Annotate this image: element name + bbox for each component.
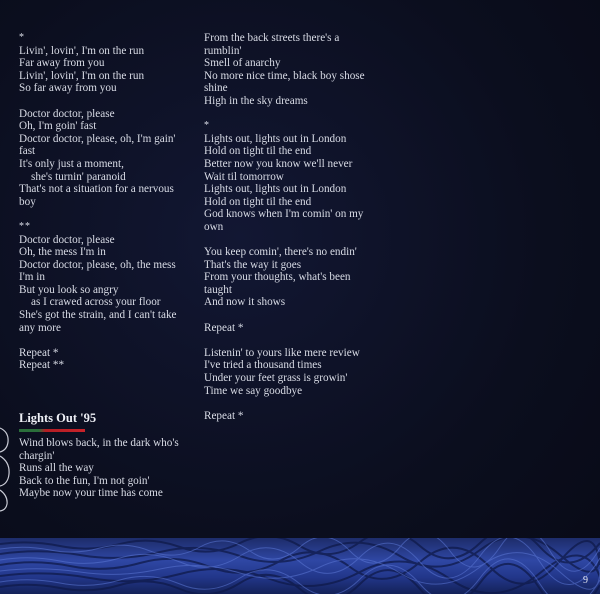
lyric-line: I've tried a thousand times (204, 359, 322, 372)
lyric-line: But you look so angry (19, 283, 119, 296)
chorus-marker: * (19, 32, 25, 43)
water-image (0, 538, 600, 594)
lyric-line: she's turnin' paranoid (31, 170, 126, 183)
chorus-marker: * (204, 120, 210, 132)
lyric-line: So far away from you (19, 82, 117, 95)
stanza-gap (204, 234, 384, 247)
lyric-line: Far away from you (19, 57, 105, 70)
stanza-gap (204, 334, 384, 347)
lyric-line: She's got the strain, and I can't take (19, 309, 177, 322)
lyric-line: Better now you know we'll never (204, 157, 353, 170)
lyrics-right-column (204, 32, 384, 422)
title-underline-bar (19, 429, 85, 432)
lyric-line: It's only just a moment, (19, 157, 124, 170)
lyric-line: Hold on tight til the end (204, 195, 312, 208)
lyric-line: boy (19, 195, 36, 208)
lyric-line: Doctor doctor, please, oh, the mess (19, 258, 176, 271)
lyric-line: No more nice time, black boy shose (204, 69, 365, 82)
lyric-line: fast (19, 145, 36, 158)
lyric-line: Wind blows back, in the dark who's (19, 437, 179, 449)
lyric-line: Oh, I'm goin' fast (19, 120, 97, 133)
lyric-line: any more (19, 321, 61, 334)
lyrics-left-column (19, 32, 199, 372)
lyric-line: Repeat ** (19, 359, 65, 372)
lyric-line: rumblin' (204, 44, 242, 57)
lyric-line: Lights out, lights out in London (204, 132, 347, 145)
lyric-line: Lights out, lights out in London (204, 183, 347, 196)
lyric-line: Under your feet grass is growin' (204, 372, 348, 385)
lyric-line: Repeat * (204, 321, 244, 334)
song-title: Lights Out '95 (19, 411, 97, 425)
lyric-line: Oh, the mess I'm in (19, 246, 106, 259)
lyric-line: as I crawed across your floor (31, 296, 161, 309)
stanza-gap (19, 208, 199, 221)
lyric-line: God knows when I'm comin' on my (204, 208, 364, 221)
water-ripples (0, 538, 600, 594)
lyric-line: Time we say goodbye (204, 384, 303, 397)
stanza-gap (204, 397, 384, 410)
lyric-line: Livin', lovin', I'm on the run (19, 44, 145, 57)
lyric-line: Doctor doctor, please (19, 107, 115, 120)
lyric-line: Repeat * (204, 409, 244, 422)
stanza-gap (19, 95, 199, 108)
lyric-line: Wait til tomorrow (204, 170, 284, 183)
lyric-line: Listenin' to yours like mere review (204, 346, 360, 359)
lyric-line: shine (204, 82, 228, 95)
page-number: 9 (583, 575, 588, 586)
lyric-line: You keep comin', there's no endin' (204, 246, 357, 259)
lyric-line: High in the sky dreams (204, 94, 308, 107)
lyric-line: Runs all the way (19, 462, 94, 475)
lyric-line: I'm in (19, 271, 45, 284)
lyric-line: From your thoughts, what's been (204, 271, 351, 284)
lyric-line: Smell of anarchy (204, 57, 281, 70)
lyric-line: Maybe now your time has come (19, 487, 163, 500)
lyric-line: chargin' (19, 449, 55, 462)
lyric-line: own (204, 220, 224, 233)
song-section (19, 411, 204, 500)
lyric-line: Livin', lovin', I'm on the run (19, 69, 145, 82)
lyric-line: Hold on tight til the end (204, 145, 312, 158)
song-lyrics (19, 437, 204, 500)
lyric-line: That's the way it goes (204, 258, 302, 271)
lyric-line: taught (204, 283, 232, 296)
stanza-gap (204, 108, 384, 121)
page-edge-ornament (0, 426, 14, 512)
lyric-line: Back to the fun, I'm not goin' (19, 474, 150, 487)
lyric-line: Doctor doctor, please, oh, I'm gain' (19, 132, 176, 145)
lyric-line: From the back streets there's a (204, 32, 340, 44)
stanza-gap (204, 309, 384, 322)
lyric-line: Repeat * (19, 346, 59, 359)
lyric-line: That's not a situation for a nervous (19, 183, 174, 196)
chorus-marker: ** (19, 220, 31, 232)
stanza-gap (19, 334, 199, 347)
lyric-line: And now it shows (204, 296, 286, 309)
lyric-line: Doctor doctor, please (19, 233, 115, 246)
